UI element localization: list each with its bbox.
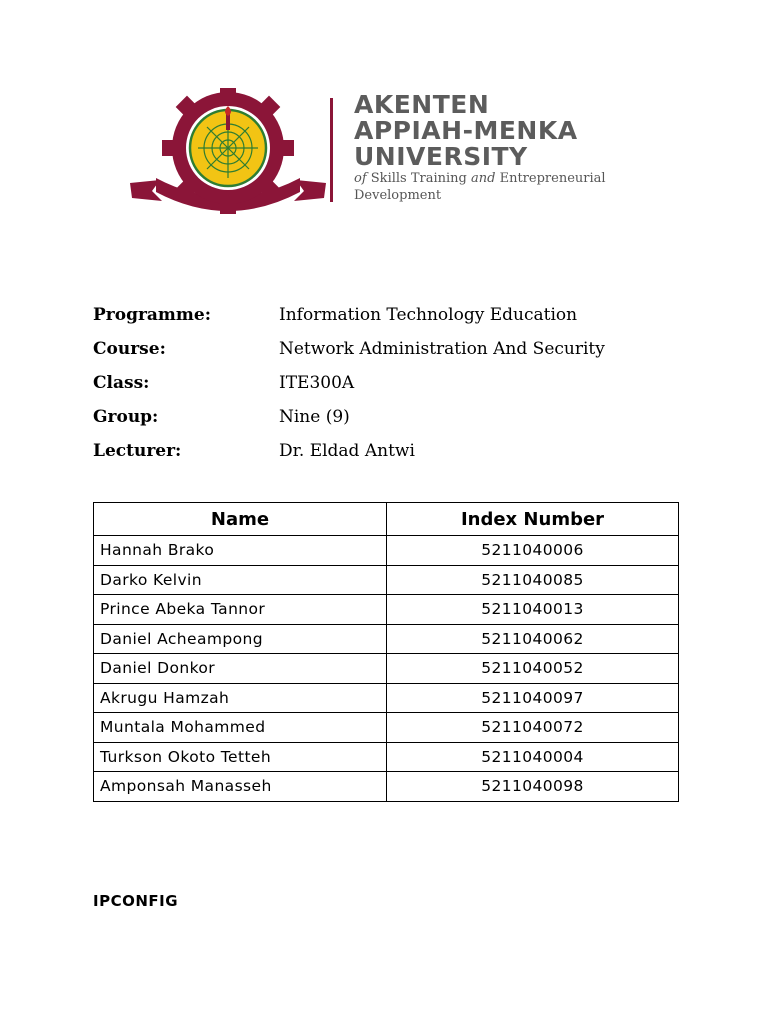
member-index-number: 5211040062	[387, 624, 679, 654]
info-row-class	[93, 366, 693, 400]
university-seal-icon	[128, 88, 328, 218]
info-label: Programme:	[93, 305, 212, 325]
member-name: Turkson Okoto Tetteh	[94, 742, 387, 772]
info-row-lecturer	[93, 434, 693, 468]
table-row	[94, 565, 679, 595]
member-name: Prince Abeka Tannor	[94, 595, 387, 625]
member-index-number: 5211040004	[387, 742, 679, 772]
member-name: Muntala Mohammed	[94, 713, 387, 743]
info-value: Nine (9)	[279, 407, 350, 427]
member-name: Darko Kelvin	[94, 565, 387, 595]
logo-divider	[330, 98, 333, 202]
member-name: Amponsah Manasseh	[94, 772, 387, 802]
info-label: Lecturer:	[93, 441, 182, 461]
table-header-row	[94, 503, 679, 536]
info-label: Course:	[93, 339, 166, 359]
info-value: ITE300A	[279, 373, 355, 393]
member-name: Akrugu Hamzah	[94, 683, 387, 713]
member-index-number: 5211040072	[387, 713, 679, 743]
course-info	[93, 298, 693, 468]
university-logo-block	[90, 30, 680, 260]
section-heading: IPCONFIG	[93, 892, 179, 910]
table-row	[94, 536, 679, 566]
member-name: Daniel Acheampong	[94, 624, 387, 654]
column-header-name: Name	[94, 503, 387, 536]
table-row	[94, 713, 679, 743]
info-value: Information Technology Education	[279, 305, 578, 325]
table-row	[94, 772, 679, 802]
member-index-number: 5211040085	[387, 565, 679, 595]
table-row	[94, 654, 679, 684]
group-members-table	[93, 502, 679, 802]
member-name: Hannah Brako	[94, 536, 387, 566]
table-row	[94, 595, 679, 625]
info-value: Dr. Eldad Antwi	[279, 441, 415, 461]
table-row	[94, 624, 679, 654]
university-name: AKENTEN APPIAH-MENKA UNIVERSITY	[354, 90, 578, 171]
info-row-programme	[93, 298, 693, 332]
info-value: Network Administration And Security	[279, 339, 605, 359]
info-label: Class:	[93, 373, 150, 393]
member-index-number: 5211040006	[387, 536, 679, 566]
table-row	[94, 742, 679, 772]
member-index-number: 5211040098	[387, 772, 679, 802]
member-index-number: 5211040097	[387, 683, 679, 713]
info-row-course	[93, 332, 693, 366]
info-row-group	[93, 400, 693, 434]
member-index-number: 5211040013	[387, 595, 679, 625]
table-row	[94, 683, 679, 713]
info-label: Group:	[93, 407, 159, 427]
member-index-number: 5211040052	[387, 654, 679, 684]
university-tagline: of Skills Training and Entrepreneurial Development	[354, 171, 606, 203]
member-name: Daniel Donkor	[94, 654, 387, 684]
column-header-index: Index Number	[387, 503, 679, 536]
